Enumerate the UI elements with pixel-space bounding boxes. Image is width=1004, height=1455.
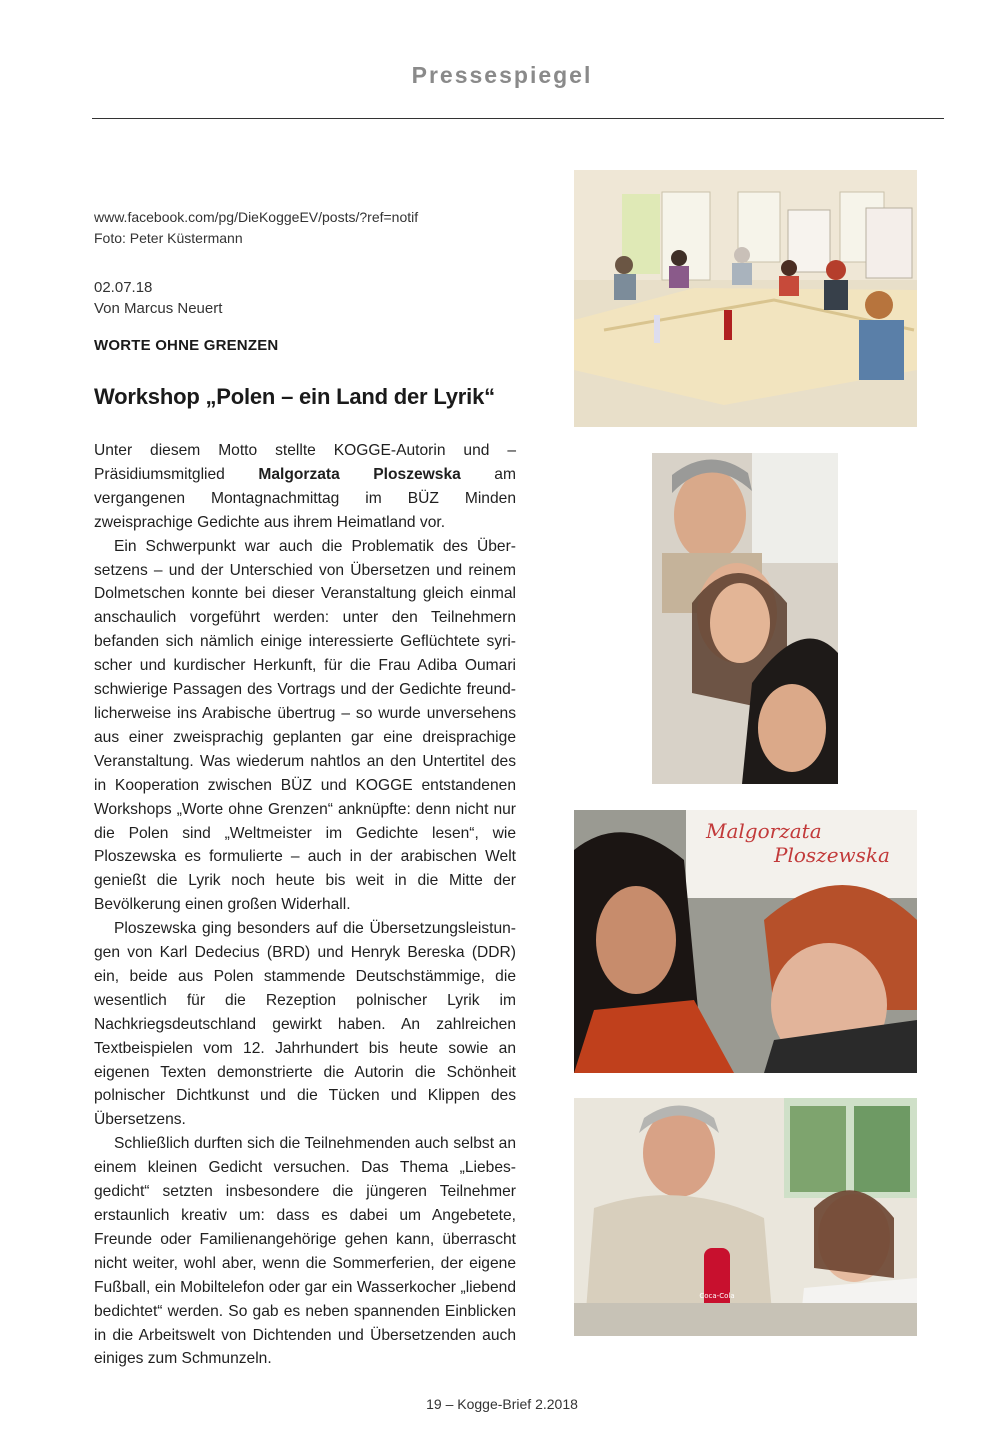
page-header-title: Pressespiegel <box>411 62 593 88</box>
article-date: 02.07.18 <box>94 279 153 296</box>
photo-speaker-flipchart <box>574 810 917 1073</box>
article-author: Von Marcus Neuert <box>94 300 223 317</box>
article-kicker: WORTE OHNE GRENZEN <box>94 337 279 354</box>
header-divider <box>92 118 944 119</box>
photo-table-scene <box>574 1098 917 1336</box>
article-headline: Workshop „Polen – ein Land der Lyrik“ <box>94 384 495 409</box>
article-body <box>94 439 516 1371</box>
photo-participants-closeup <box>652 453 838 784</box>
page-footer: 19 – Kogge-Brief 2.2018 <box>426 1396 578 1412</box>
paragraph-4: Schließlich durften sich die Teilnehmenden auch selbst an einem kleinen Gedicht versuchen. Das Thema „Liebesgedicht“ setzten insbesondere die jüngeren Teilnehmer erstaunlich kreativ um: dass es dabei um Angebetete, Freunde oder Familienangehörige gehen kann, überrascht nicht weiter, wohl aber, wenn die Sommerferien, der eigene Fußball, ein Mobiltelefon oder gar ein Wasserkocher „liebend bedichtet“ werden. So gab es neben spannenden Einblicken in die Arbeitswelt von Dichtenden und Übersetzenden auch einiges zum Schmunzeln. <box>94 1135 516 1368</box>
source-block <box>94 207 418 249</box>
paragraph-2: Ein Schwerpunkt war auch die Problematik des Übersetzens – und der Unterschied von Übersetzen und reinem Dolmetschen konnte bei dieser Veranstaltung gleich einmal anschaulich vorgeführt werden: unter den Teilnehmern befanden sich nämlich einige interessierte Geflüchtete syrischer und kurdischer Herkunft, für die Frau Adiba Oumari schwierige Passagen des Vortrags und der Gedichte freundlicherweise ins Arabische übertrug – so wurde unversehens aus einer zweisprachig geplanten gar eine dreisprachige Veranstaltung. Was wiederum nahtlos an den Untertitel des in Kooperation zwischen BÜZ und KOGGE entstandenen Workshops „Worte ohne Grenzen“ anknüpfte: denn nicht nur die Polen sind „Weltmeister im Gedichte lesen“, wie Ploszewska es formulierte – auch in der arabischen Welt genießt die Lyrik noch heute bis weit in die Mitte der Bevölkerung einen großen Widerhall. <box>94 537 516 914</box>
flipchart-text-1: Malgorzata <box>706 819 822 843</box>
photo-credit: Foto: Peter Küstermann <box>94 230 243 246</box>
author-name: Malgorzata Ploszewska <box>258 465 461 483</box>
flipchart-text-2: Ploszewska <box>774 843 890 867</box>
source-url: www.facebook.com/pg/DieKoggeEV/posts/?ref=notif <box>94 209 419 225</box>
bottle-label-text: Coca-Cola <box>699 1292 735 1300</box>
paragraph-1: Unter diesem Motto stellte KOGGE-Autorin und – Präsidiumsmitglied Malgorzata Ploszewska am vergangenen Montagnachmittag im BÜZ Minden zweisprachige Gedichte aus ihrem Heimatland vor. <box>94 442 516 531</box>
date-author-block <box>94 277 222 319</box>
photo-workshop-room <box>574 170 917 427</box>
paragraph-3: Ploszewska ging besonders auf die Übersetzungsleistungen von Karl Dedecius (BRD) und Henryk Bereska (DDR) ein, beide aus Polen stammende Deutschstämmige, die wesentlich für die Rezeption polnischer Lyrik im Nachkriegsdeutschland gewirkt haben. An zahlreichen Textbeispielen vom 12. Jahrhundert bis heute sowie an eigenen Texten demonstrierte die Autorin die Schönheit polnischer Dichtkunst und die Tücken und Klippen des Übersetzens. <box>94 920 516 1129</box>
